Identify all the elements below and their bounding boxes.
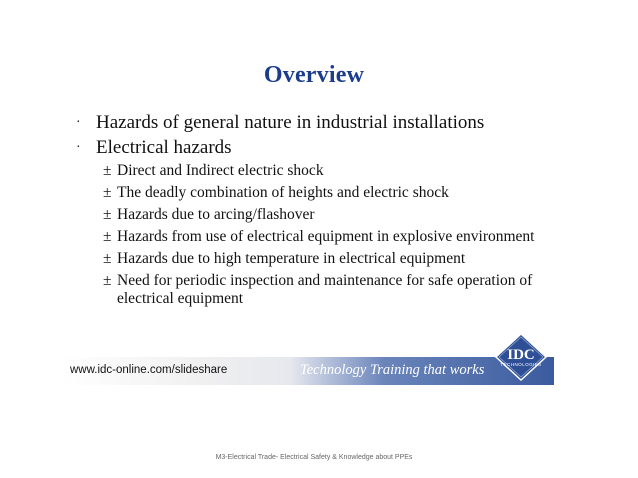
sub-bullet-text: Hazards due to high temperature in electrical equipment [117, 250, 466, 267]
bullet-marker: · [76, 115, 81, 130]
sub-bullet-text: The deadly combination of heights and electric shock [117, 184, 449, 201]
sub-bullet-continuation: electrical equipment [117, 290, 244, 307]
footer-url[interactable]: www.idc-online.com/slideshare [70, 364, 228, 376]
bullet-text: Hazards of general nature in industrial installations [96, 112, 485, 133]
footer-banner [62, 357, 554, 385]
footer-tagline: Technology Training that works [300, 362, 485, 378]
sub-bullet-marker: ± [103, 162, 112, 179]
sub-bullet-item [103, 228, 535, 246]
sub-bullet-marker: ± [103, 250, 112, 267]
bullet-text: Electrical hazards [96, 137, 232, 158]
sub-bullet-item [103, 206, 315, 224]
sub-bullet-text: Need for periodic inspection and maintenance for safe operation of [117, 272, 533, 289]
sub-bullet-item [103, 272, 532, 290]
logo-subtext: TECHNOLOGIES [500, 362, 542, 367]
sub-bullet-item [103, 250, 465, 268]
sub-bullet-marker: ± [103, 228, 112, 245]
page-caption: M3-Electrical Trade- Electrical Safety & Knowledge about PPEs [215, 454, 413, 461]
sub-bullet-item [103, 184, 449, 202]
sub-bullet-marker: ± [103, 184, 112, 201]
slide-title: Overview [263, 62, 365, 88]
sub-bullet-marker: ± [103, 206, 112, 223]
logo-text: IDC [507, 347, 535, 363]
sub-bullet-marker: ± [103, 272, 112, 289]
idc-logo-icon [495, 333, 547, 381]
bullet-item [76, 137, 232, 159]
sub-bullet-text: Hazards from use of electrical equipment in explosive environment [117, 228, 535, 245]
sub-bullet-text: Hazards due to arcing/flashover [117, 206, 315, 223]
sub-bullet-item [103, 162, 324, 180]
sub-bullet-text: Direct and Indirect electric shock [117, 162, 324, 179]
bullet-marker: · [76, 140, 81, 155]
bullet-item [76, 112, 484, 134]
